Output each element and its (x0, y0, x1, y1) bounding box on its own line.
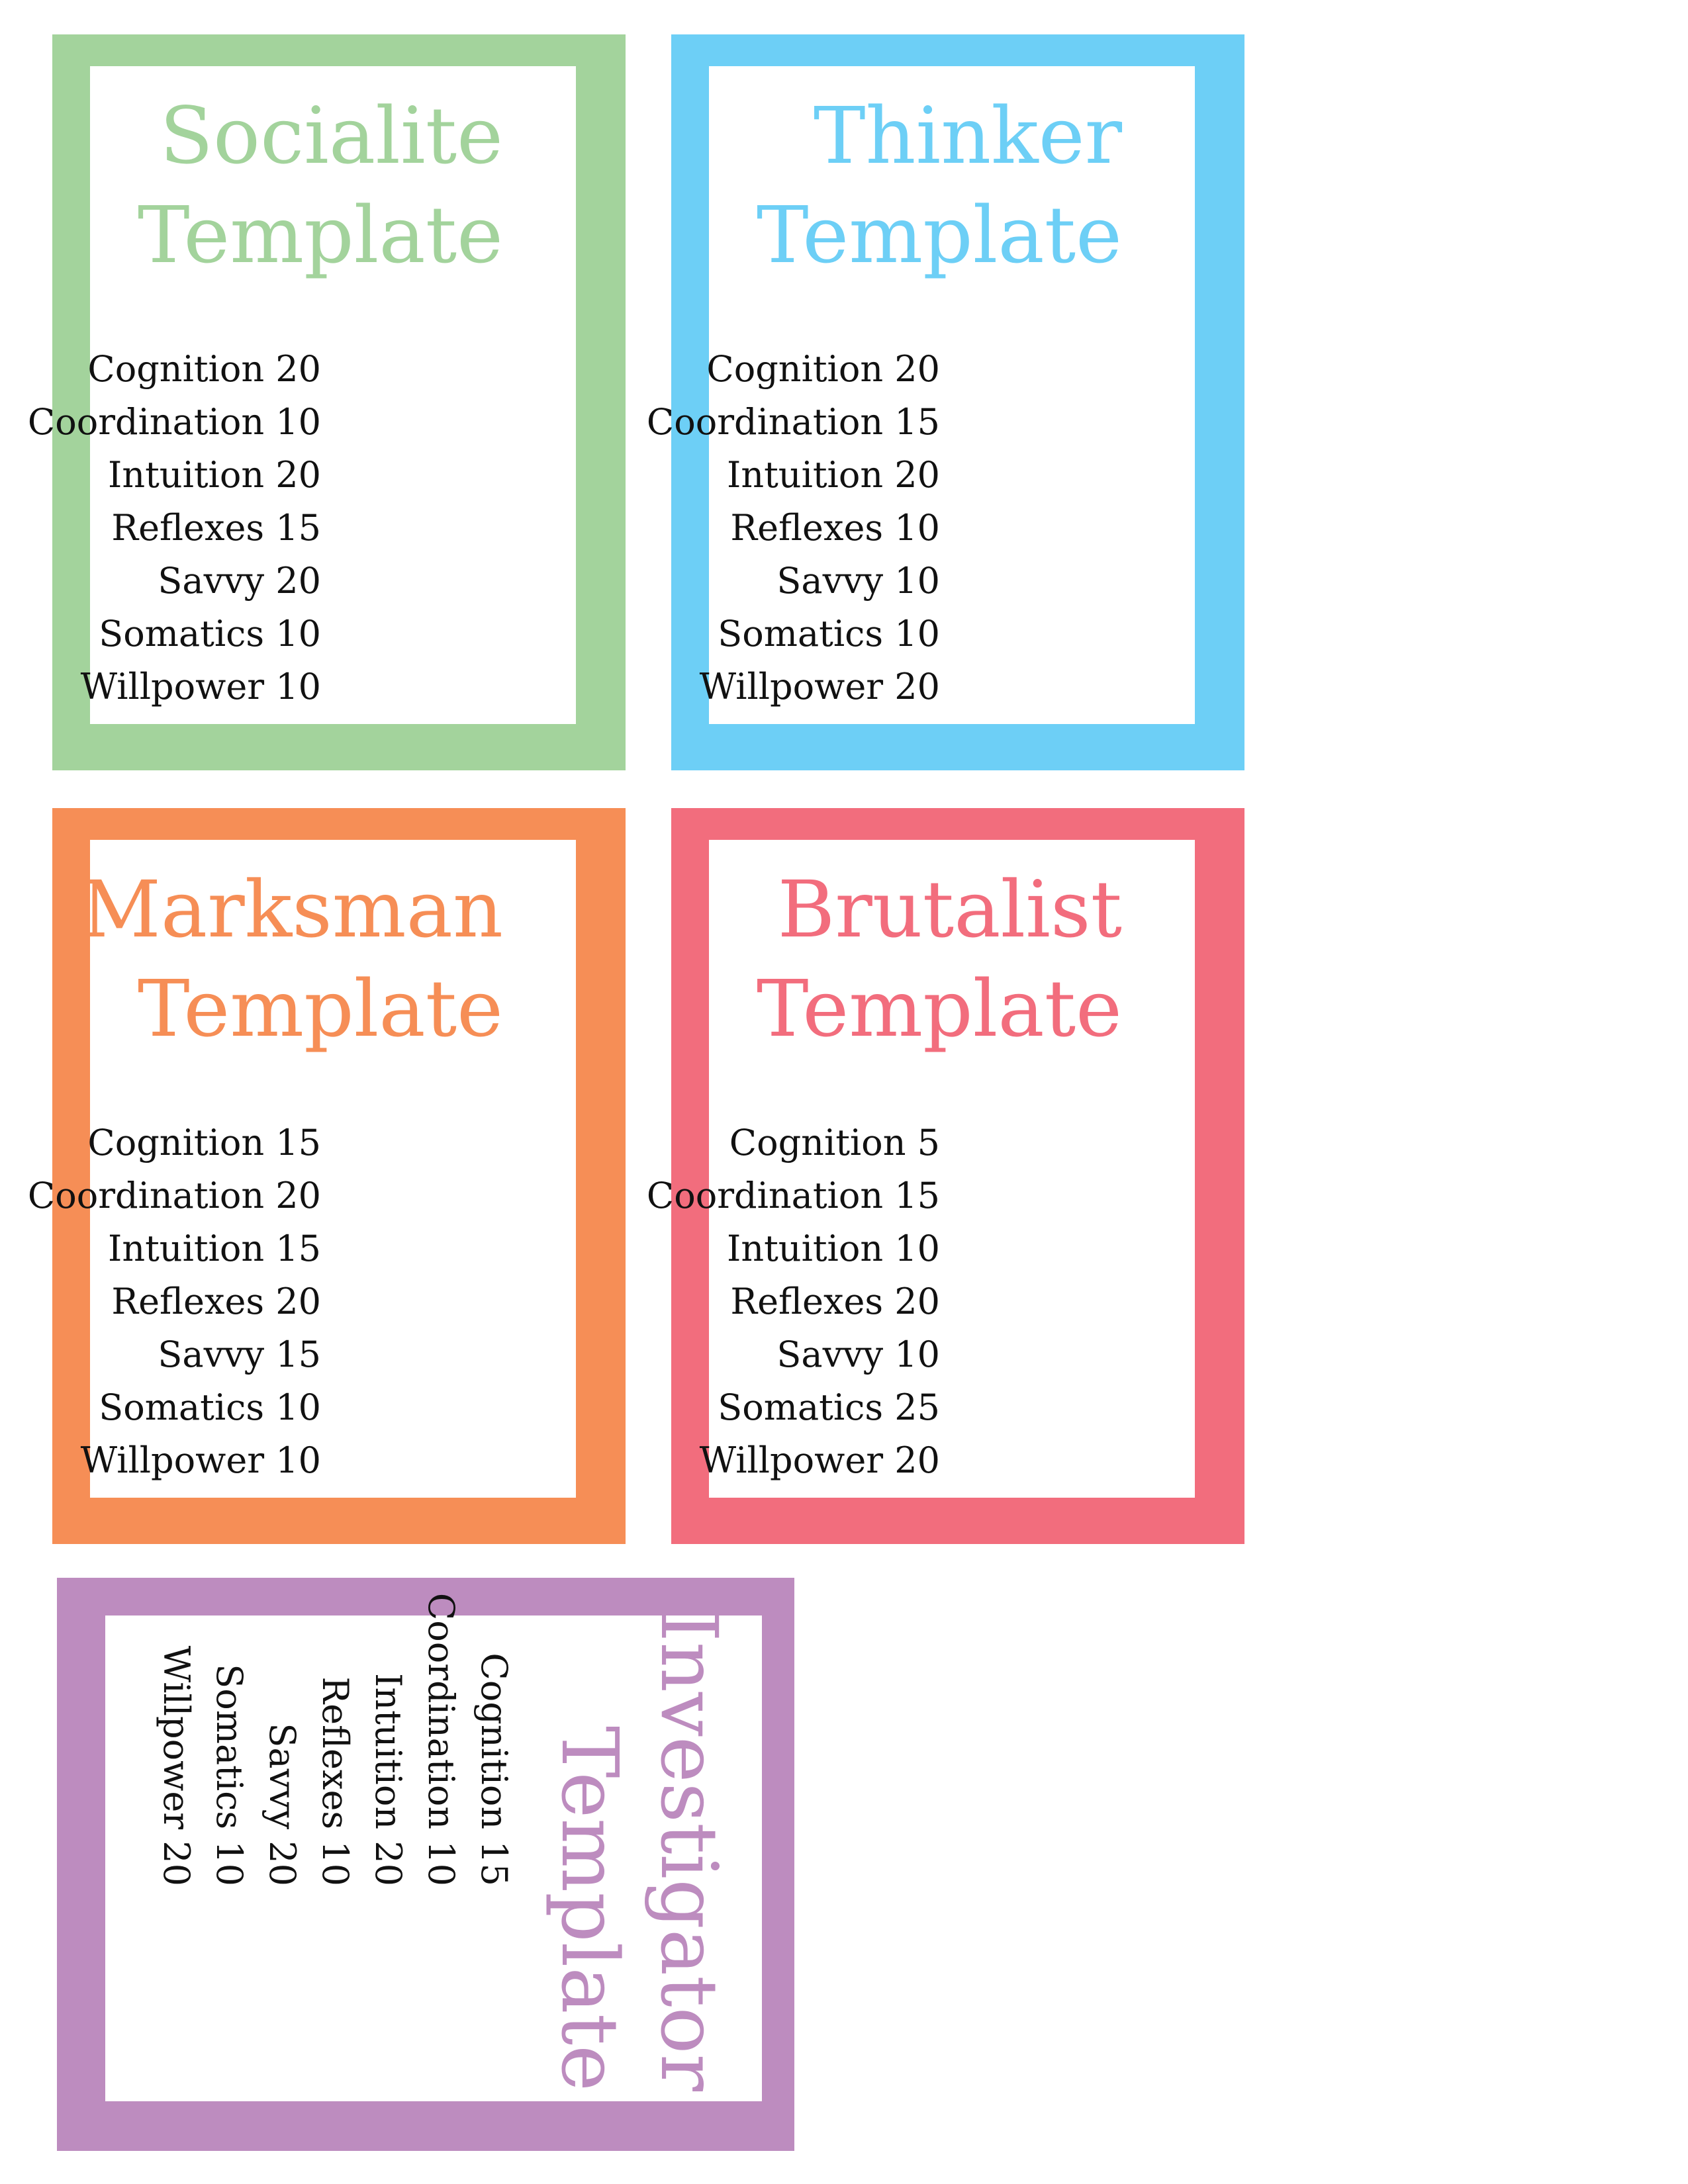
stat-willpower: Willpower 20 (699, 1439, 940, 1481)
stat-list (28, 343, 321, 713)
card-inner-panel (646, 66, 1195, 724)
card-inner-panel (646, 840, 1195, 1498)
card-inner-panel (105, 1592, 762, 2101)
title-line-2: Template (137, 189, 503, 281)
stat-reflexes: Reflexes 15 (111, 507, 321, 549)
investigator-template-card (57, 1578, 794, 2151)
stat-intuition: Intuition 20 (367, 1673, 409, 1886)
stat-coordination: Coordination 20 (27, 1175, 321, 1216)
stat-list (647, 343, 940, 713)
stat-savvy: Savvy 10 (776, 1334, 940, 1375)
marksman-template-card (27, 808, 626, 1544)
thinker-template-card (646, 34, 1244, 770)
stat-savvy: Savvy 15 (158, 1334, 321, 1375)
title-line-2: Template (756, 963, 1122, 1054)
stat-reflexes: Reflexes 20 (730, 1281, 940, 1322)
socialite-template-card (27, 34, 626, 770)
stat-cognition: Cognition 5 (729, 1122, 940, 1163)
stat-coordination: Coordination 15 (646, 1175, 940, 1216)
stat-willpower: Willpower 10 (80, 1439, 321, 1481)
title-line-2: Template (544, 1725, 635, 2091)
stat-cognition: Cognition 15 (87, 1122, 321, 1163)
title-line-2: Template (756, 189, 1122, 281)
card-title (138, 86, 503, 285)
stat-list (28, 1116, 321, 1487)
stat-list (150, 1593, 520, 1886)
card-inner-panel (27, 840, 576, 1498)
stat-reflexes: Reflexes 10 (314, 1676, 356, 1886)
title-line-1: Socialite (160, 90, 503, 181)
stat-willpower: Willpower 20 (699, 666, 940, 707)
stat-coordination: Coordination 15 (646, 401, 940, 443)
card-title (757, 860, 1122, 1058)
stat-somatics: Somatics 10 (99, 613, 321, 655)
stat-somatics: Somatics 10 (99, 1387, 321, 1428)
title-line-2: Template (137, 963, 503, 1054)
stat-list (647, 1116, 940, 1487)
card-title (540, 1611, 739, 2091)
stat-somatics: Somatics 10 (209, 1664, 250, 1886)
card-title (757, 86, 1122, 285)
stat-somatics: Somatics 10 (718, 613, 940, 655)
title-line-1: Marksman (81, 864, 503, 955)
stat-savvy: Savvy 10 (776, 560, 940, 602)
stat-cognition: Cognition 20 (87, 348, 321, 390)
brutalist-template-card (646, 808, 1244, 1544)
stat-coordination: Coordination 10 (420, 1592, 462, 1886)
title-line-1: Thinker (813, 90, 1122, 181)
stat-willpower: Willpower 10 (80, 666, 321, 707)
stat-reflexes: Reflexes 10 (730, 507, 940, 549)
card-title (81, 860, 503, 1058)
title-line-1: Investigator (643, 1611, 735, 2091)
stat-savvy: Savvy 20 (158, 560, 321, 602)
stat-intuition: Intuition 15 (108, 1228, 321, 1269)
stat-somatics: Somatics 25 (718, 1387, 940, 1428)
stat-cognition: Cognition 20 (706, 348, 940, 390)
stat-intuition: Intuition 10 (727, 1228, 940, 1269)
rotated-content (105, 1592, 762, 2101)
stat-cognition: Cognition 15 (473, 1653, 515, 1886)
card-inner-panel (27, 66, 576, 724)
stat-intuition: Intuition 20 (727, 454, 940, 496)
title-line-1: Brutalist (777, 864, 1122, 955)
stat-reflexes: Reflexes 20 (111, 1281, 321, 1322)
stat-willpower: Willpower 20 (156, 1645, 197, 1886)
stat-savvy: Savvy 20 (261, 1723, 303, 1886)
stat-intuition: Intuition 20 (108, 454, 321, 496)
stat-coordination: Coordination 10 (27, 401, 321, 443)
